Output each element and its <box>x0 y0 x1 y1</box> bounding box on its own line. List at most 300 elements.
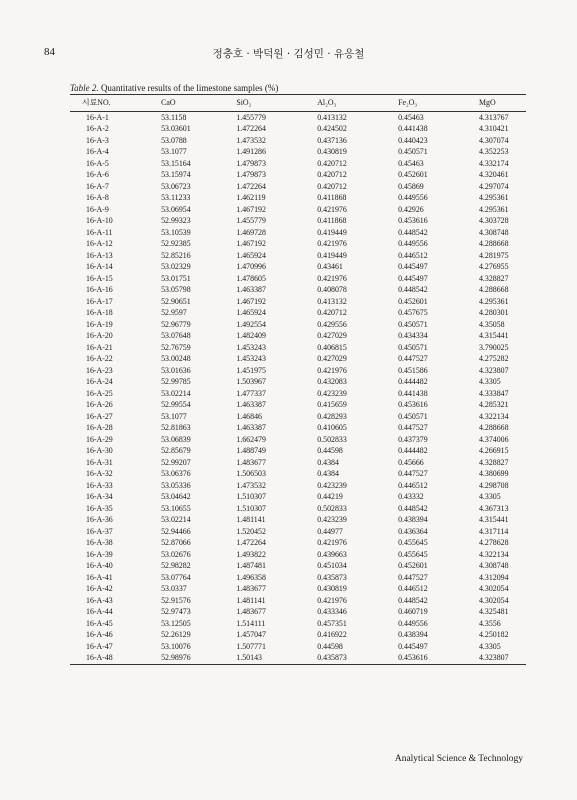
value-cell: 4.380699 <box>478 469 509 478</box>
value-cell: 0.451034 <box>317 561 347 570</box>
value-cell: 53.15164 <box>161 158 191 168</box>
sample-id-cell: 16-A-4 <box>86 147 109 156</box>
table-row <box>70 480 526 492</box>
sample-id-cell: 16-A-31 <box>86 457 113 467</box>
value-cell: 0.449556 <box>398 193 428 202</box>
value-cell: 53.03601 <box>161 124 191 133</box>
table-row <box>70 526 526 538</box>
value-cell: 1.467192 <box>236 296 266 306</box>
value-cell: 4.307074 <box>478 135 509 145</box>
table-row <box>70 376 526 388</box>
value-cell: 0.419449 <box>317 250 347 260</box>
table-row <box>70 111 526 123</box>
value-cell: 1.506503 <box>236 469 266 478</box>
table-body <box>70 111 526 664</box>
value-cell: 0.413132 <box>317 296 347 306</box>
value-cell: 0.460719 <box>398 607 428 616</box>
column-header: MgO <box>479 95 526 112</box>
sample-id-cell: 16-A-37 <box>86 526 113 536</box>
value-cell: 53.1077 <box>161 147 187 156</box>
value-cell: 4.3305 <box>478 377 501 386</box>
table-row <box>70 365 526 377</box>
sample-id-cell: 16-A-27 <box>86 411 113 421</box>
value-cell: 1.472264 <box>236 538 266 547</box>
sample-id-cell: 16-A-9 <box>86 204 109 214</box>
column-header: Fe₂O₃ <box>398 95 479 112</box>
sample-id-cell: 16-A-17 <box>86 296 113 306</box>
value-cell: 0.453616 <box>398 652 479 664</box>
value-cell: 0.435873 <box>317 572 347 582</box>
value-cell: 1.479873 <box>236 158 266 168</box>
value-cell: 52.96779 <box>161 319 191 329</box>
value-cell: 4.295361 <box>478 296 509 306</box>
value-cell: 0.4384 <box>317 457 339 467</box>
value-cell: 4.325481 <box>478 607 509 616</box>
value-cell: 1.481141 <box>236 595 266 605</box>
table-row <box>70 434 526 446</box>
sample-id-cell: 16-A-15 <box>86 273 113 283</box>
value-cell: 1.473532 <box>236 480 266 490</box>
table-row <box>70 261 526 273</box>
sample-id-cell: 16-A-28 <box>86 423 113 432</box>
value-cell: 1.481141 <box>236 515 266 524</box>
sample-id-cell: 16-A-1 <box>86 112 109 122</box>
value-cell: 52.99207 <box>161 457 191 467</box>
table-caption-text: Quantitative results of the limestone samples (%) <box>98 83 279 93</box>
table-row <box>70 204 526 216</box>
value-cell: 0.413132 <box>317 112 347 122</box>
value-cell: 4.308748 <box>478 227 509 237</box>
table-row <box>70 457 526 469</box>
value-cell: 0.427029 <box>317 354 347 363</box>
sample-id-cell: 16-A-19 <box>86 319 113 329</box>
sample-id-cell: 16-A-25 <box>86 388 113 398</box>
value-cell: 0.45666 <box>398 457 424 467</box>
value-cell: 0.421976 <box>317 538 347 547</box>
sample-id-cell: 16-A-16 <box>86 285 113 294</box>
value-cell: 0.446512 <box>398 584 428 593</box>
value-cell: 0.448542 <box>398 227 428 237</box>
table-row <box>70 353 526 365</box>
value-cell: 0.444482 <box>398 446 428 455</box>
table-row <box>70 273 526 285</box>
sample-id-cell: 16-A-13 <box>86 250 113 260</box>
value-cell: 0.419449 <box>317 227 347 237</box>
value-cell: 0.449556 <box>398 618 428 628</box>
value-cell: 0.411868 <box>317 216 347 225</box>
table-row <box>70 307 526 319</box>
value-cell: 4.250182 <box>478 630 509 639</box>
value-cell: 0.457675 <box>398 308 428 317</box>
value-cell: 0.420712 <box>317 181 347 191</box>
table-row <box>70 238 526 250</box>
value-cell: 1.453243 <box>236 354 266 363</box>
table-row <box>70 641 526 653</box>
table-row <box>70 652 526 664</box>
value-cell: 0.448542 <box>398 503 428 513</box>
value-cell: 1.463387 <box>236 423 266 432</box>
value-cell: 4.312094 <box>478 572 509 582</box>
value-cell: 53.10655 <box>161 503 191 513</box>
value-cell: 4.3305 <box>478 492 501 501</box>
value-cell: 0.452601 <box>398 296 428 306</box>
value-cell: 4.278628 <box>478 538 509 547</box>
value-cell: 4.322134 <box>478 411 509 421</box>
value-cell: 0.432083 <box>317 377 347 386</box>
value-cell: 1.503967 <box>236 377 266 386</box>
value-cell: 1.453243 <box>236 342 266 352</box>
value-cell: 4.295361 <box>478 193 509 202</box>
value-cell: 4.295361 <box>478 204 509 214</box>
value-cell: 0.502833 <box>317 434 347 444</box>
value-cell: 53.0337 <box>161 584 187 593</box>
value-cell: 1.662479 <box>236 434 266 444</box>
value-cell: 0.423239 <box>317 480 347 490</box>
value-cell: 53.02214 <box>161 388 191 398</box>
sample-id-cell: 16-A-48 <box>70 652 161 664</box>
value-cell: 52.90651 <box>161 296 191 306</box>
value-cell: 52.98976 <box>161 652 236 664</box>
value-cell: 0.447527 <box>398 469 428 478</box>
value-cell: 0.447527 <box>398 572 428 582</box>
value-cell: 4.302054 <box>478 595 509 605</box>
value-cell: 1.514111 <box>236 618 266 628</box>
value-cell: 0.445497 <box>398 262 428 271</box>
sample-id-cell: 16-A-43 <box>86 595 113 605</box>
value-cell: 4.35058 <box>478 319 505 329</box>
value-cell: 4.297074 <box>478 181 509 191</box>
table-row <box>70 296 526 308</box>
value-cell: 1.510307 <box>236 492 266 501</box>
value-cell: 0.44598 <box>317 641 343 651</box>
sample-id-cell: 16-A-3 <box>86 135 109 145</box>
table-row <box>70 123 526 135</box>
table-row <box>70 399 526 411</box>
value-cell: 1.469728 <box>236 227 266 237</box>
value-cell: 0.428293 <box>317 411 347 421</box>
value-cell: 0.416922 <box>317 630 347 639</box>
value-cell: 0.420712 <box>317 170 347 179</box>
value-cell: 0.45869 <box>398 181 424 191</box>
table-row <box>70 330 526 342</box>
sample-id-cell: 16-A-34 <box>86 492 113 501</box>
value-cell: 0.408078 <box>317 285 347 294</box>
sample-id-cell: 16-A-14 <box>86 262 113 271</box>
value-cell: 4.317114 <box>478 526 509 536</box>
value-cell: 0.457351 <box>317 618 347 628</box>
value-cell: 52.85679 <box>161 446 191 455</box>
value-cell: 4.288668 <box>478 423 509 432</box>
value-cell: 1.472264 <box>236 181 266 191</box>
value-cell: 1.488749 <box>236 446 266 455</box>
value-cell: 0.444482 <box>398 377 428 386</box>
value-cell: 0.447527 <box>398 423 428 432</box>
table-caption-label: Table 2. <box>70 83 99 93</box>
value-cell: 1.465924 <box>236 250 266 260</box>
value-cell: 0.420712 <box>317 308 347 317</box>
value-cell: 53.07648 <box>161 331 191 340</box>
value-cell: 53.10076 <box>161 641 191 651</box>
value-cell: 1.510307 <box>236 503 266 513</box>
value-cell: 4.313767 <box>478 112 509 122</box>
value-cell: 0.445497 <box>398 273 428 283</box>
sample-id-cell: 16-A-42 <box>86 584 113 593</box>
value-cell: 53.02676 <box>161 549 191 559</box>
value-cell: 53.12505 <box>161 618 191 628</box>
value-cell: 4.333847 <box>478 388 509 398</box>
value-cell: 4.302054 <box>478 584 509 593</box>
value-cell: 53.07764 <box>161 572 191 582</box>
table-row <box>70 606 526 618</box>
sample-id-cell: 16-A-23 <box>86 365 113 375</box>
table-row <box>70 181 526 193</box>
value-cell: 53.01636 <box>161 365 191 375</box>
value-cell: 0.439663 <box>317 549 347 559</box>
value-cell: 4.323807 <box>478 365 509 375</box>
value-cell: 0.45463 <box>398 158 424 168</box>
value-cell: 0.448542 <box>398 285 428 294</box>
value-cell: 1.483677 <box>236 584 266 593</box>
value-cell: 1.483677 <box>236 457 266 467</box>
table-row <box>70 491 526 503</box>
value-cell: 0.44977 <box>317 526 343 536</box>
table-caption <box>70 83 278 93</box>
value-cell: 0.421976 <box>317 365 347 375</box>
table-row <box>70 583 526 595</box>
table-row <box>70 411 526 423</box>
value-cell: 53.1077 <box>161 411 187 421</box>
value-cell: 4.328827 <box>478 273 509 283</box>
sample-id-cell: 16-A-38 <box>86 538 113 547</box>
value-cell: 53.06723 <box>161 181 191 191</box>
sample-id-cell: 16-A-40 <box>86 561 113 570</box>
value-cell: 1.479873 <box>236 170 266 179</box>
column-header: 시료NO. <box>70 95 161 112</box>
journal-footer: Analytical Science & Technology <box>394 754 523 764</box>
value-cell: 52.97473 <box>161 607 191 616</box>
value-cell: 52.99323 <box>161 216 191 225</box>
table-row <box>70 250 526 262</box>
value-cell: 53.01751 <box>161 273 191 283</box>
value-cell: 0.433346 <box>317 607 347 616</box>
value-cell: 0.446512 <box>398 480 428 490</box>
value-cell: 4.303728 <box>478 216 509 225</box>
value-cell: 4.308748 <box>478 561 509 570</box>
value-cell: 1.492554 <box>236 319 266 329</box>
column-header: Al₂O₃ <box>317 95 398 112</box>
sample-id-cell: 16-A-12 <box>86 239 113 248</box>
value-cell: 1.465924 <box>236 308 266 317</box>
value-cell: 0.441438 <box>398 388 428 398</box>
value-cell: 4.288668 <box>478 285 509 294</box>
sample-id-cell: 16-A-46 <box>86 630 113 639</box>
value-cell: 0.446512 <box>398 250 428 260</box>
value-cell: 1.50143 <box>236 652 317 664</box>
value-cell: 4.328827 <box>478 457 509 467</box>
value-cell: 1.507771 <box>236 641 266 651</box>
value-cell: 0.438394 <box>398 630 428 639</box>
value-cell: 4.374006 <box>478 434 509 444</box>
value-cell: 53.02329 <box>161 262 191 271</box>
value-cell: 53.00248 <box>161 354 191 363</box>
sample-id-cell: 16-A-18 <box>86 308 113 317</box>
value-cell: 53.06954 <box>161 204 191 214</box>
table-row <box>70 503 526 515</box>
value-cell: 0.502833 <box>317 503 347 513</box>
value-cell: 0.43461 <box>317 262 343 271</box>
value-cell: 1.478605 <box>236 273 266 283</box>
table-row <box>70 514 526 526</box>
sample-id-cell: 16-A-44 <box>86 607 113 616</box>
table-row <box>70 537 526 549</box>
sample-id-cell: 16-A-2 <box>86 124 109 133</box>
value-cell: 52.81863 <box>161 423 191 432</box>
value-cell: 52.87066 <box>161 538 191 547</box>
value-cell: 0.455645 <box>398 538 428 547</box>
value-cell: 0.429556 <box>317 319 347 329</box>
sample-id-cell: 16-A-8 <box>86 193 109 202</box>
table-row <box>70 618 526 630</box>
table-row <box>70 549 526 561</box>
sample-id-cell: 16-A-10 <box>86 216 113 225</box>
sample-id-cell: 16-A-5 <box>86 158 109 168</box>
value-cell: 0.450571 <box>398 319 428 329</box>
table-row <box>70 158 526 170</box>
value-cell: 0.423239 <box>317 515 347 524</box>
value-cell: 0.440423 <box>398 135 428 145</box>
value-cell: 0.421976 <box>317 239 347 248</box>
table-row <box>70 445 526 457</box>
value-cell: 0.450571 <box>398 342 428 352</box>
value-cell: 0.411868 <box>317 193 347 202</box>
sample-id-cell: 16-A-32 <box>86 469 113 478</box>
table-row <box>70 629 526 641</box>
value-cell: 1.455779 <box>236 216 266 225</box>
table-header-row <box>70 95 526 112</box>
sample-id-cell: 16-A-11 <box>86 227 113 237</box>
sample-id-cell: 16-A-22 <box>86 354 113 363</box>
value-cell: 4.310421 <box>478 124 509 133</box>
value-cell: 0.4384 <box>317 469 339 478</box>
value-cell: 1.472264 <box>236 124 266 133</box>
value-cell: 4.288668 <box>478 239 509 248</box>
sample-id-cell: 16-A-7 <box>86 181 109 191</box>
value-cell: 52.91576 <box>161 595 191 605</box>
value-cell: 4.280301 <box>478 308 509 317</box>
column-header: CaO <box>161 95 236 112</box>
running-head-authors: 정충호 · 박덕원 · 김성민 · 유응철 <box>212 48 365 60</box>
value-cell: 53.06376 <box>161 469 191 478</box>
sample-id-cell: 16-A-41 <box>86 572 113 582</box>
value-cell: 0.44598 <box>317 446 343 455</box>
value-cell: 1.487481 <box>236 561 266 570</box>
value-cell: 4.3556 <box>478 618 501 628</box>
value-cell: 53.10539 <box>161 227 191 237</box>
value-cell: 0.424502 <box>317 124 347 133</box>
value-cell: 1.467192 <box>236 239 266 248</box>
value-cell: 53.05336 <box>161 480 191 490</box>
value-cell: 0.421976 <box>317 273 347 283</box>
value-cell: 1.46846 <box>236 411 262 421</box>
value-cell: 52.99785 <box>161 377 191 386</box>
value-cell: 1.483677 <box>236 607 266 616</box>
value-cell: 4.315441 <box>478 515 509 524</box>
value-cell: 53.04642 <box>161 492 191 501</box>
value-cell: 4.298708 <box>478 480 509 490</box>
table-row <box>70 319 526 331</box>
value-cell: 4.276955 <box>478 262 509 271</box>
value-cell: 0.445497 <box>398 641 428 651</box>
value-cell: 0.450571 <box>398 147 428 156</box>
table-row <box>70 595 526 607</box>
value-cell: 53.02214 <box>161 515 191 524</box>
sample-id-cell: 16-A-6 <box>86 170 109 179</box>
value-cell: 0.44219 <box>317 492 343 501</box>
value-cell: 0.436364 <box>398 526 428 536</box>
value-cell: 1.451975 <box>236 365 266 375</box>
table-row <box>70 422 526 434</box>
value-cell: 0.45463 <box>398 112 424 122</box>
value-cell: 4.285321 <box>478 400 509 409</box>
value-cell: 1.462119 <box>236 193 266 202</box>
value-cell: 0.449556 <box>398 239 428 248</box>
value-cell: 1.455779 <box>236 112 266 122</box>
value-cell: 1.491286 <box>236 147 266 156</box>
value-cell: 0.415659 <box>317 400 347 409</box>
sample-id-cell: 16-A-33 <box>86 480 113 490</box>
value-cell: 4.322134 <box>478 549 509 559</box>
value-cell: 0.437379 <box>398 434 428 444</box>
value-cell: 4.281975 <box>478 250 509 260</box>
sample-id-cell: 16-A-29 <box>86 434 113 444</box>
value-cell: 1.473532 <box>236 135 266 145</box>
sample-id-cell: 16-A-35 <box>86 503 113 513</box>
sample-id-cell: 16-A-21 <box>86 342 113 352</box>
value-cell: 4.315441 <box>478 331 509 340</box>
value-cell: 0.438394 <box>398 515 428 524</box>
value-cell: 0.452601 <box>398 561 428 570</box>
value-cell: 0.435873 <box>317 652 398 664</box>
value-cell: 53.15974 <box>161 170 191 179</box>
value-cell: 0.451586 <box>398 365 428 375</box>
table-row <box>70 572 526 584</box>
table-row <box>70 135 526 147</box>
sample-id-cell: 16-A-36 <box>86 515 113 524</box>
value-cell: 4.367313 <box>478 503 509 513</box>
value-cell: 52.99554 <box>161 400 191 409</box>
table-row <box>70 388 526 400</box>
value-cell: 52.26129 <box>161 630 191 639</box>
table-row <box>70 468 526 480</box>
value-cell: 53.06839 <box>161 434 191 444</box>
sample-id-cell: 16-A-24 <box>86 377 113 386</box>
value-cell: 0.423239 <box>317 388 347 398</box>
value-cell: 0.42926 <box>398 204 424 214</box>
value-cell: 4.266915 <box>478 446 509 455</box>
value-cell: 0.421976 <box>317 595 347 605</box>
value-cell: 0.447527 <box>398 354 428 363</box>
value-cell: 0.453616 <box>398 216 428 225</box>
value-cell: 0.453616 <box>398 400 428 409</box>
value-cell: 4.332174 <box>478 158 509 168</box>
value-cell: 53.11233 <box>161 193 191 202</box>
table-row <box>70 215 526 227</box>
table-row <box>70 146 526 158</box>
value-cell: 0.437136 <box>317 135 347 145</box>
value-cell: 52.76759 <box>161 342 191 352</box>
page-number: 84 <box>44 46 55 58</box>
value-cell: 1.467192 <box>236 204 266 214</box>
